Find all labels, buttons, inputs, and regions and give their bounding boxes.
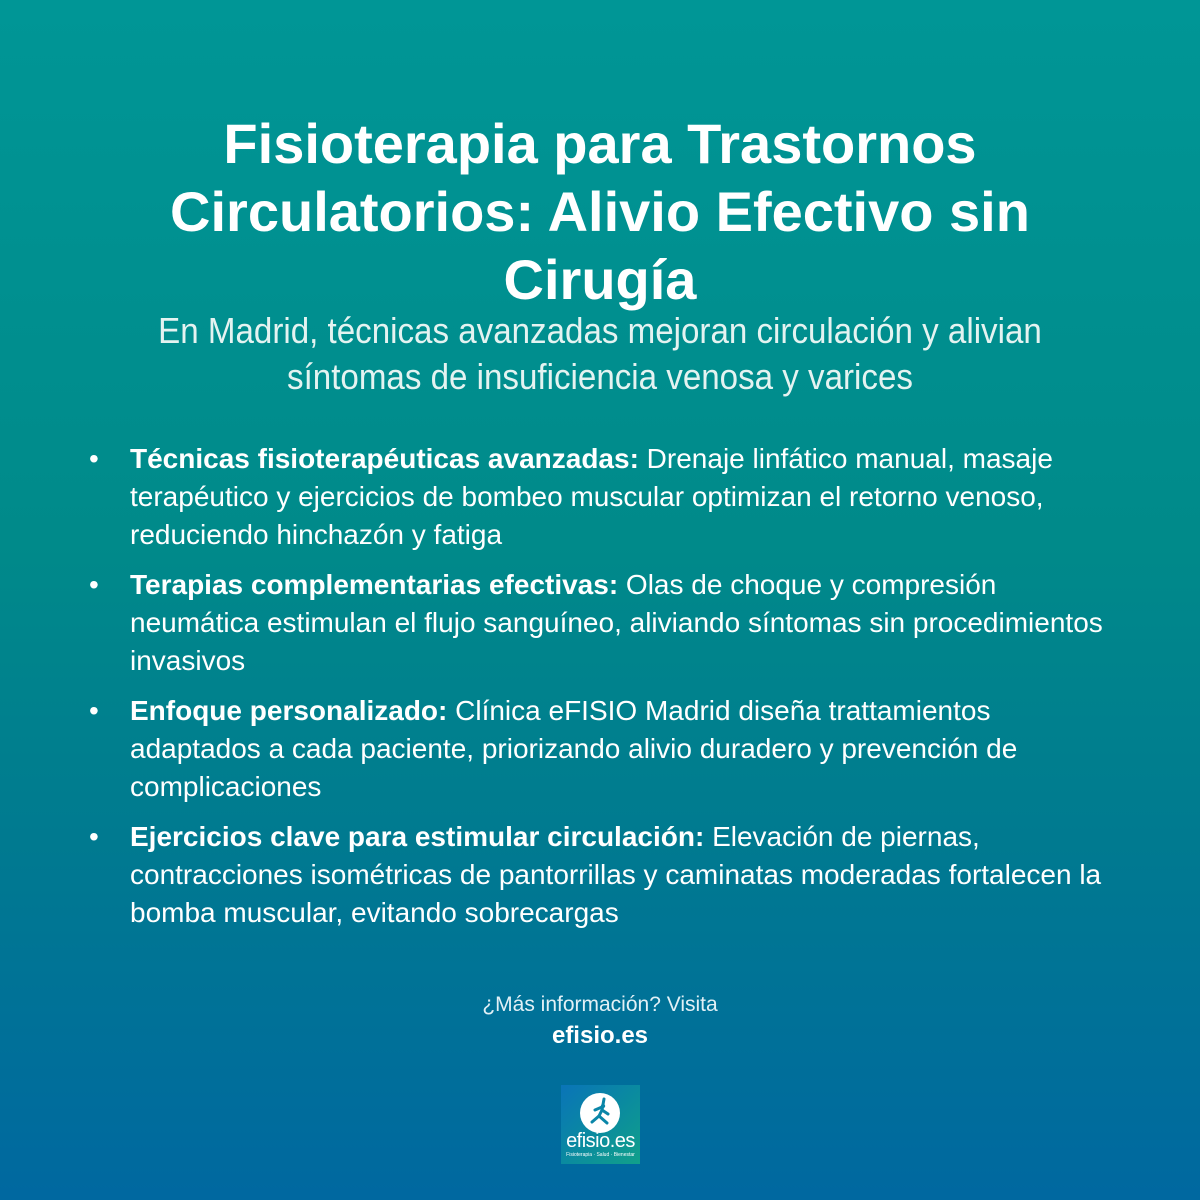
- point-text: Clínica eFISIO Madrid diseña trattamientos adaptados a cada paciente, priorizando alivio duradero y prevención de complicaciones: [130, 695, 1018, 802]
- point-heading: Técnicas fisioterapéuticas avanzadas:: [130, 443, 639, 474]
- list-item: [80, 692, 1110, 806]
- bullet-icon: •: [89, 569, 99, 600]
- footer-prompt: ¿Más información? Visita: [482, 993, 718, 1016]
- point-heading: Ejercicios clave para estimular circulación:: [130, 821, 705, 852]
- list-item: [80, 440, 1110, 554]
- list-item: [80, 818, 1110, 932]
- point-heading: Enfoque personalizado:: [130, 695, 448, 726]
- bullet-icon: •: [89, 821, 99, 852]
- bullet-icon: •: [89, 695, 99, 726]
- key-points-list: [80, 440, 1110, 944]
- page-subtitle: En Madrid, técnicas avanzadas mejoran circulación y alivian síntomas de insuficiencia venosa y varices: [158, 310, 1042, 397]
- efisio-logo: [561, 1085, 640, 1164]
- point-text: Drenaje linfático manual, masaje terapéutico y ejercicios de bombeo muscular optimizan el retorno venoso, reduciendo hinchazón y fatiga: [130, 443, 1053, 550]
- list-item: [80, 566, 1110, 680]
- point-text: Olas de choque y compresión neumática estimulan el flujo sanguíneo, aliviando síntomas sin procedimientos invasivos: [130, 569, 1103, 676]
- website-link[interactable]: efisio.es: [551, 1022, 649, 1049]
- point-heading: Terapias complementarias efectivas:: [130, 569, 619, 600]
- page-title: Fisioterapia para Trastornos Circulatorios: Alivio Efectivo sin Cirugía: [170, 112, 1030, 311]
- logo-tagline: Fisioterapia · Salud · Bienestar: [566, 1152, 635, 1158]
- bullet-icon: •: [89, 443, 99, 474]
- point-text: Elevación de piernas, contracciones isométricas de pantorrillas y caminatas moderadas fortalecen la bomba muscular, evitando sobrecargas: [130, 821, 1102, 928]
- dancer-figure-icon: [580, 1093, 620, 1133]
- logo-wordmark: efisio.es: [566, 1130, 635, 1152]
